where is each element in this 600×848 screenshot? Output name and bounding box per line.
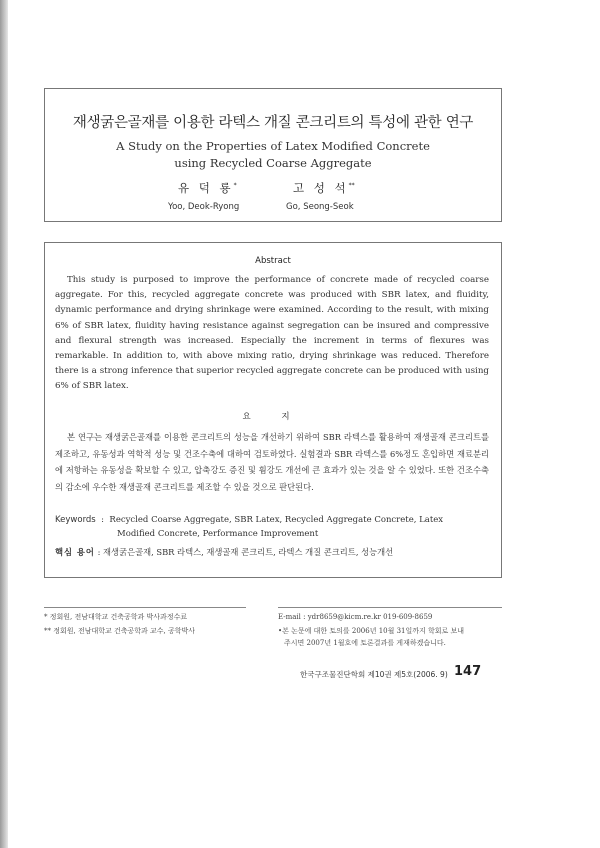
korean-abstract-text: 본 연구는 재생굵은골재를 이용한 콘크리트의 성능을 개선하기 위하여 SBR 라텍스를 활용하여 재생골재 콘크리트를 제조하고, 유동성과 역학적 성능 및 건조수축에 대하여 검토하였다. 실험결과 SBR 라텍스를 6%정도 혼입하면 재료분리에 저항하는 유동성을 확보할 수 있고, 압축강도 증진 및 휨강도 개선에 큰 효과가 있는 것을 알 수 있었다. 또한 건조수축의 감소에 우수한 재생골재 콘크리트를 제조할 수 있을 것으로 판단된다. [55, 432, 489, 492]
page-edge-shadow [0, 0, 8, 848]
keywords-line-1: Recycled Coarse Aggregate, SBR Latex, Recycled Aggregate Concrete, Latex [109, 515, 444, 525]
keywords-line-2: Modified Concrete, Performance Improvement [117, 529, 319, 539]
footnote-right-note-1: •본 논문에 대한 토의를 2006년 10월 31일까지 학회로 보내 [278, 627, 465, 635]
korean-keywords-text: 재생굵은골재, SBR 라텍스, 재생골재 콘크리트, 라텍스 개질 콘크리트, 성능개선 [103, 547, 394, 557]
korean-keywords-label: 핵심 용어 [55, 547, 95, 557]
author-1-korean: 유 덕 룡* [178, 181, 237, 195]
footnote-right-email: E-mail : ydr8659@kicm.re.kr 019-609-8659 [278, 613, 433, 621]
english-title-line-2: using Recycled Coarse Aggregate [174, 156, 372, 170]
page-number: 147 [454, 664, 482, 679]
abstract-box [44, 242, 502, 578]
author-1-english: Yoo, Deok-Ryong [168, 202, 240, 212]
title-box [44, 88, 502, 222]
footnote-right-note-2: 주시면 2007년 1월호에 토론결과를 게재하겠습니다. [284, 639, 446, 647]
korean-abstract-heading: 요 지 [242, 412, 304, 422]
footnote-rule-right [278, 607, 502, 608]
footnote-rule-left [44, 607, 246, 608]
keywords-label: Keywords [55, 515, 96, 525]
korean-keywords: 핵심 용어 : 재생굵은골재, SBR 라텍스, 재생골재 콘크리트, 라텍스 개질 콘크리트, 성능개선 [55, 547, 394, 557]
journal-footer: 한국구조물진단학회 제10권 제5호(2006. 9) [300, 670, 448, 679]
footnote-left-1: * 정회원, 전남대학교 건축공학과 박사과정수료 [44, 613, 188, 621]
english-title-line-1: A Study on the Properties of Latex Modified Concrete [116, 139, 430, 153]
english-title [45, 138, 501, 172]
abstract-heading: Abstract [255, 256, 291, 266]
korean-title: 재생굵은골재를 이용한 라텍스 개질 콘크리트의 특성에 관한 연구 [72, 115, 474, 131]
author-2-korean: 고 성 석** [293, 181, 355, 195]
keywords: Keywords : Recycled Coarse Aggregate, SBR Latex, Recycled Aggregate Concrete, Latex Modified Concrete, Performance Improvement [55, 513, 489, 541]
footnote-left-2: ** 정회원, 전남대학교 건축공학과 교수, 공학박사 [44, 627, 196, 635]
author-2-english: Go, Seong-Seok [286, 202, 354, 212]
abstract-text: This study is purposed to improve the performance of concrete made of recycled coarse aggregate. For this, recycled aggregate concrete was produced with SBR latex, and fluidity, dynamic performance and drying shrinkage were examined. According to the result, with mixing 6% of SBR latex, fluidity having resistance against segregation can be insured and compressive and flexural strength was increased. Especially the increment in terms of flexures was remarkable. In addition to, with above mixing ratio, drying shrinkage was reduced. Therefore there is a strong inference that superior recycled aggregate concrete can be produced with using 6% of SBR latex. [55, 275, 489, 392]
